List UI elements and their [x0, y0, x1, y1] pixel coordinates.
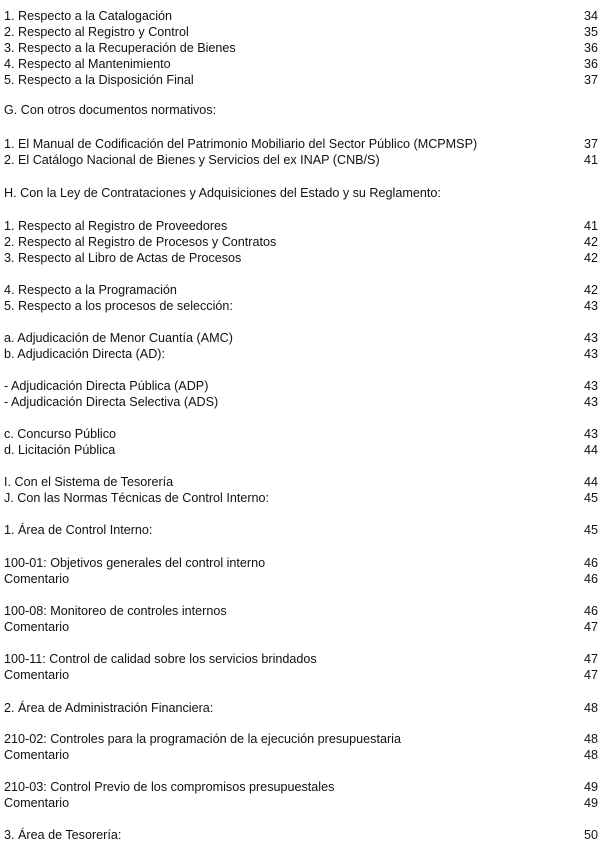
toc-entry-page-number: 41	[583, 153, 598, 167]
toc-entry	[4, 490, 598, 506]
toc-entry-page-number: 43	[583, 427, 598, 441]
toc-entry-page-number: 42	[583, 251, 598, 265]
toc-entry	[4, 378, 598, 394]
toc-entry	[4, 619, 598, 635]
toc-entry-page-number: 41	[583, 219, 598, 233]
toc-entry-label: Comentario	[4, 668, 70, 682]
toc-entry-label: J. Con las Normas Técnicas de Control Interno:	[4, 491, 270, 505]
toc-entry-label: 210-03: Control Previo de los compromisos presupuestales	[4, 780, 335, 794]
toc-entry-label: 210-02: Controles para la programación de la ejecución presupuestaria	[4, 732, 401, 746]
toc-entry	[4, 474, 598, 490]
toc-entry-page-number: 46	[583, 556, 598, 570]
toc-entry-label: 100-01: Objetivos generales del control interno	[4, 556, 266, 570]
toc-entry-label: 1. El Manual de Codificación del Patrimonio Mobiliario del Sector Público (MCPMSP)	[4, 137, 478, 151]
toc-entry-label: Comentario	[4, 572, 70, 586]
toc-entry-label: a. Adjudicación de Menor Cuantía (AMC)	[4, 331, 233, 345]
toc-entry-page-number: 47	[583, 652, 598, 666]
toc-entry	[4, 700, 598, 716]
toc-entry	[4, 56, 598, 72]
toc-entry	[4, 102, 598, 118]
toc-entry-label: 1. Respecto a la Catalogación	[4, 9, 173, 23]
toc-entry-label: 3. Área de Tesorería:	[4, 828, 122, 842]
toc-entry-label: 2. Respecto al Registro y Control	[4, 25, 189, 39]
toc-entry-page-number: 43	[583, 379, 598, 393]
toc-entry	[4, 779, 598, 795]
toc-entry-label: - Adjudicación Directa Pública (ADP)	[4, 379, 209, 393]
toc-entry-page-number: 43	[583, 331, 598, 345]
toc-entry-label: 100-11: Control de calidad sobre los servicios brindados	[4, 652, 317, 666]
toc-entry-page-number: 44	[583, 443, 598, 457]
toc-entry-page-number: 42	[583, 283, 598, 297]
toc-entry	[4, 185, 598, 201]
toc-entry	[4, 40, 598, 56]
toc-entry-page-number: 46	[583, 604, 598, 618]
toc-entry-label: G. Con otros documentos normativos:	[4, 103, 217, 117]
toc-entry-page-number: 46	[583, 572, 598, 586]
toc-entry-label: Comentario	[4, 796, 70, 810]
toc-entry-page-number: 36	[583, 57, 598, 71]
toc-entry	[4, 522, 598, 538]
toc-entry-page-number: 48	[583, 701, 598, 715]
toc-entry-page-number: 34	[583, 9, 598, 23]
toc-entry	[4, 795, 598, 811]
toc-entry-page-number: 45	[583, 491, 598, 505]
toc-entry-label: 2. El Catálogo Nacional de Bienes y Servicios del ex INAP (CNB/S)	[4, 153, 380, 167]
toc-entry	[4, 731, 598, 747]
toc-entry-label: d. Licitación Pública	[4, 443, 116, 457]
toc-entry	[4, 603, 598, 619]
toc-entry	[4, 571, 598, 587]
toc-entry-page-number: 50	[583, 828, 598, 842]
toc-entry-page-number: 48	[583, 748, 598, 762]
toc-entry-label: - Adjudicación Directa Selectiva (ADS)	[4, 395, 219, 409]
toc-entry-page-number: 45	[583, 523, 598, 537]
toc-entry-label: I. Con el Sistema de Tesorería	[4, 475, 174, 489]
toc-entry	[4, 24, 598, 40]
toc-entry	[4, 651, 598, 667]
toc-entry-label: 3. Respecto a la Recuperación de Bienes	[4, 41, 236, 55]
toc-entry-page-number: 37	[583, 137, 598, 151]
toc-entry-label: 4. Respecto a la Programación	[4, 283, 177, 297]
toc-entry	[4, 282, 598, 298]
toc-entry-page-number: 44	[583, 475, 598, 489]
toc-entry-label: 4. Respecto al Mantenimiento	[4, 57, 171, 71]
toc-entry	[4, 827, 598, 843]
toc-entry-page-number: 49	[583, 780, 598, 794]
toc-entry-page-number: 47	[583, 620, 598, 634]
toc-entry-page-number: 35	[583, 25, 598, 39]
toc-entry	[4, 72, 598, 88]
toc-entry	[4, 234, 598, 250]
toc-entry-page-number: 48	[583, 732, 598, 746]
toc-entry-page-number: 43	[583, 347, 598, 361]
toc-entry-label: 2. Respecto al Registro de Procesos y Contratos	[4, 235, 277, 249]
toc-entry-label: Comentario	[4, 748, 70, 762]
toc-entry-label: b. Adjudicación Directa (AD):	[4, 347, 165, 361]
toc-entry-page-number: 43	[583, 395, 598, 409]
toc-entry	[4, 394, 598, 410]
toc-entry-label: 1. Área de Control Interno:	[4, 523, 153, 537]
toc-entry-label: 1. Respecto al Registro de Proveedores	[4, 219, 228, 233]
toc-entry-page-number: 43	[583, 299, 598, 313]
toc-entry-page-number: 36	[583, 41, 598, 55]
toc-entry	[4, 330, 598, 346]
toc-entry-label: Comentario	[4, 620, 70, 634]
toc-entry-label: c. Concurso Público	[4, 427, 116, 441]
toc-entry	[4, 8, 598, 24]
toc-entry-label: 100-08: Monitoreo de controles internos	[4, 604, 227, 618]
toc-entry-label: 5. Respecto a los procesos de selección:	[4, 299, 233, 313]
toc-entry-label: H. Con la Ley de Contrataciones y Adquisiciones del Estado y su Reglamento:	[4, 186, 441, 200]
toc-entry-page-number: 37	[583, 73, 598, 87]
toc-entry	[4, 426, 598, 442]
toc-entry-page-number: 47	[583, 668, 598, 682]
toc-entry	[4, 442, 598, 458]
toc-entry	[4, 667, 598, 683]
toc-entry	[4, 555, 598, 571]
toc-entry-label: 2. Área de Administración Financiera:	[4, 701, 214, 715]
toc-entry	[4, 136, 598, 152]
toc-entry	[4, 747, 598, 763]
toc-entry	[4, 298, 598, 314]
toc-entry	[4, 218, 598, 234]
toc-entry	[4, 250, 598, 266]
toc-entry-label: 3. Respecto al Libro de Actas de Procesos	[4, 251, 242, 265]
toc-entry-page-number: 42	[583, 235, 598, 249]
toc-entry-label: 5. Respecto a la Disposición Final	[4, 73, 194, 87]
toc-entry-page-number: 49	[583, 796, 598, 810]
toc-entry	[4, 346, 598, 362]
toc-entry	[4, 152, 598, 168]
